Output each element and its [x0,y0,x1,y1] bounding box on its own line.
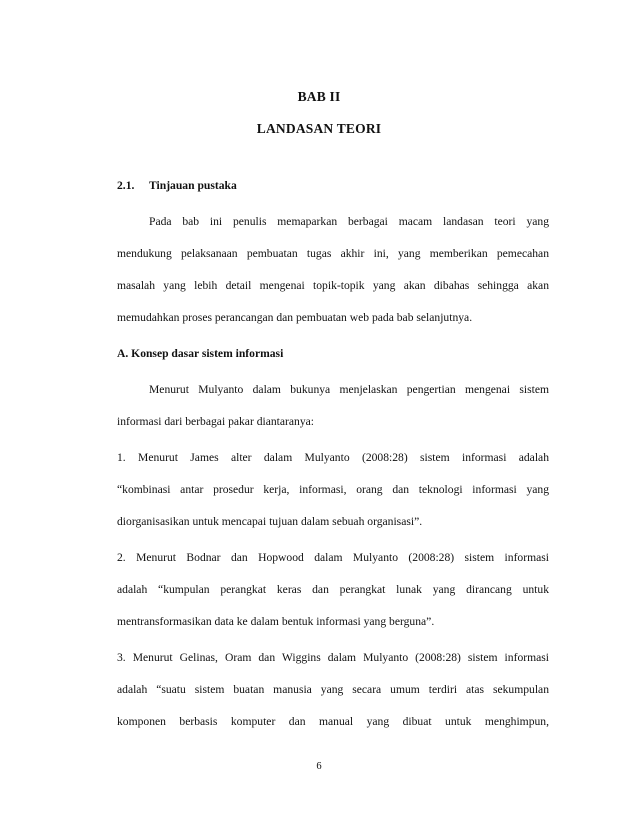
list-item-line: diorganisasikan untuk mencapai tujuan dalam sebuah organisasi”. [117,515,423,528]
list-item-line: 1. Menurut James alter dalam Mulyanto (2008:28) sistem informasi adalah [117,451,549,464]
chapter-number: BAB II [297,89,341,104]
list-item-line: 3. Menurut Gelinas, Oram dan Wiggins dalam Mulyanto (2008:28) sistem informasi [117,651,549,664]
subheading: A. Konsep dasar sistem informasi [117,347,284,360]
list-item-line: adalah “kumpulan perangkat keras dan perangkat lunak yang dirancang untuk [117,583,549,596]
section-title: Tinjauan pustaka [149,179,237,192]
paragraph-line: memudahkan proses perancangan dan pembuatan web pada bab selanjutnya. [117,311,473,324]
chapter-title: LANDASAN TEORI [256,121,382,136]
list-item-line: komponen berbasis komputer dan manual yang dibuat untuk menghimpun, [117,715,549,728]
paragraph-line: masalah yang lebih detail mengenai topik-topik yang akan dibahas sehingga akan [117,279,549,292]
section-number: 2.1. [117,179,135,192]
paragraph-line: Pada bab ini penulis memaparkan berbagai macam landasan teori yang [149,215,549,228]
paragraph-line: mendukung pelaksanaan pembuatan tugas akhir ini, yang memberikan pemecahan [117,247,549,260]
section-heading [117,178,549,194]
paragraph-line: Menurut Mulyanto dalam bukunya menjelaskan pengertian mengenai sistem [149,383,549,396]
page-number: 6 [316,761,322,772]
list-item-line: 2. Menurut Bodnar dan Hopwood dalam Mulyanto (2008:28) sistem informasi [117,551,549,564]
paragraph-line: informasi dari berbagai pakar diantaranya: [117,415,315,428]
list-item-line: mentransformasikan data ke dalam bentuk informasi yang berguna”. [117,615,435,628]
list-item-line: adalah “suatu sistem buatan manusia yang secara umum terdiri atas sekumpulan [117,683,549,696]
list-item-line: “kombinasi antar prosedur kerja, informasi, orang dan teknologi informasi yang [117,483,549,496]
